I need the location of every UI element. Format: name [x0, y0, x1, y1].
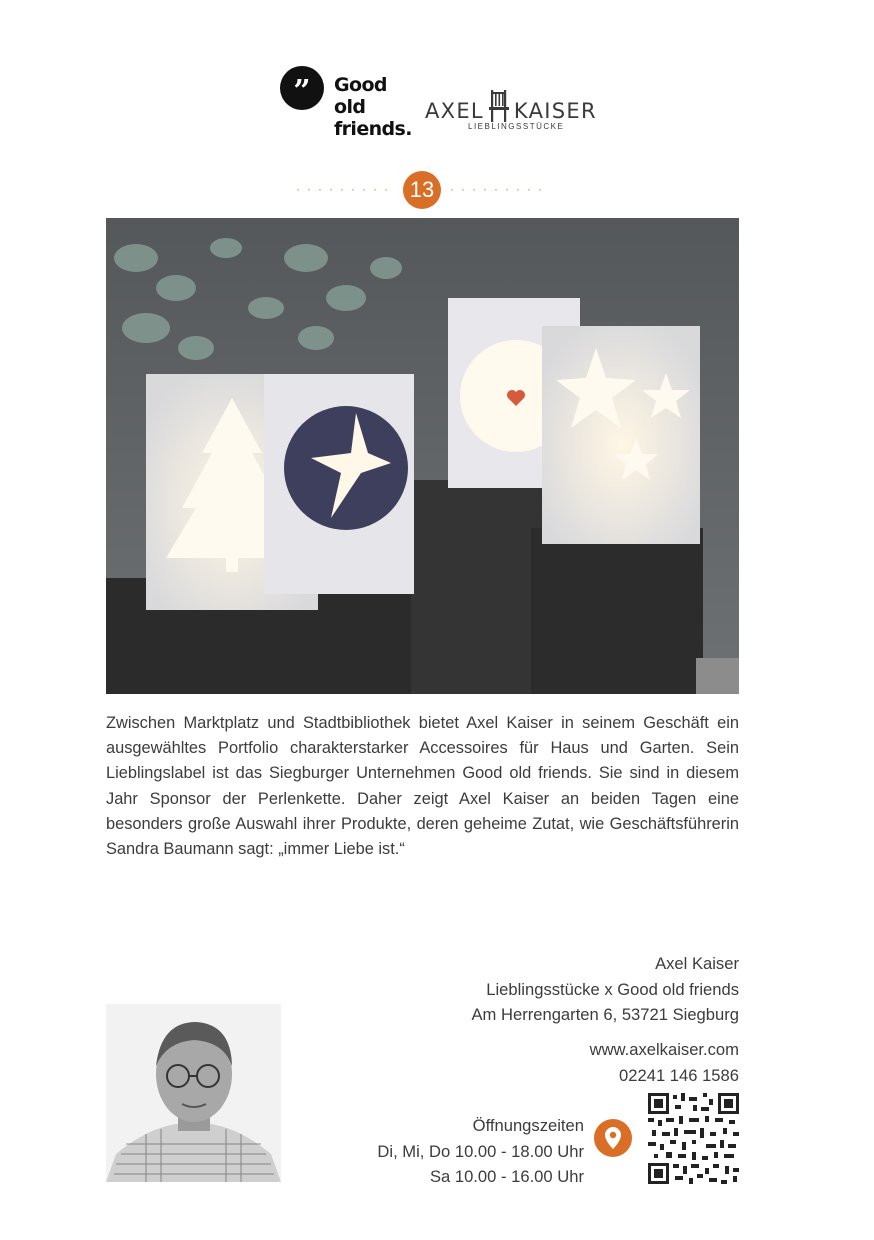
lantern-photo	[106, 218, 739, 694]
hours-line-2: Sa 10.00 - 16.00 Uhr	[429, 1167, 584, 1186]
address-block	[471, 951, 739, 1028]
hours-line-1: Di, Mi, Do 10.00 - 18.00 Uhr	[377, 1141, 584, 1161]
good-old-friends-quote-logo: ”	[280, 66, 324, 110]
ak-logo-right: KAISER	[513, 99, 597, 123]
location-pin-icon	[594, 1119, 632, 1157]
hours-title: Öffnungszeiten	[472, 1116, 584, 1135]
qr-code-icon[interactable]	[648, 1093, 739, 1184]
phone-number[interactable]: 02241 146 1586	[619, 1065, 739, 1085]
article-body: Zwischen Marktplatz und Stadtbibliothek bietet Axel Kaiser in seinem Geschäft ein ausgewähltes Portfolio charakterstarker Accessoires für Haus und Garten. Sein Lieblingslabel ist das Siegburger Unternehmen Good old friends. Sie sind in diesem Jahr Sponsor der Perlenkette. Daher zeigt Axel Kaiser an beiden Tagen eine besonders große Auswahl ihrer Produkte, deren geheime Zutat, wie Geschäftsführerin Sandra Baumann sagt: „immer Liebe ist.“	[106, 714, 739, 859]
website-link[interactable]: www.axelkaiser.com	[589, 1040, 739, 1059]
dotted-line-left: ·········	[296, 182, 395, 196]
portrait-photo	[106, 1004, 281, 1182]
gof-line-3: friends.	[334, 118, 412, 140]
dotted-line-right: ·········	[450, 182, 549, 196]
good-old-friends-wordmark	[334, 74, 412, 140]
opening-hours	[377, 1113, 584, 1190]
axel-kaiser-tagline: LIEBLINGSSTÜCKE	[468, 122, 565, 131]
shop-subtitle: Lieblingsstücke x Good old friends	[486, 979, 739, 999]
number-badge: 13	[403, 171, 441, 209]
gof-line-1: Good	[334, 74, 387, 96]
shop-street: Am Herrengarten 6, 53721 Siegburg	[471, 1005, 739, 1024]
shop-name: Axel Kaiser	[655, 954, 739, 973]
contact-block	[590, 1037, 739, 1088]
gof-line-2: old	[334, 96, 366, 118]
ak-logo-left: AXEL	[425, 99, 484, 123]
